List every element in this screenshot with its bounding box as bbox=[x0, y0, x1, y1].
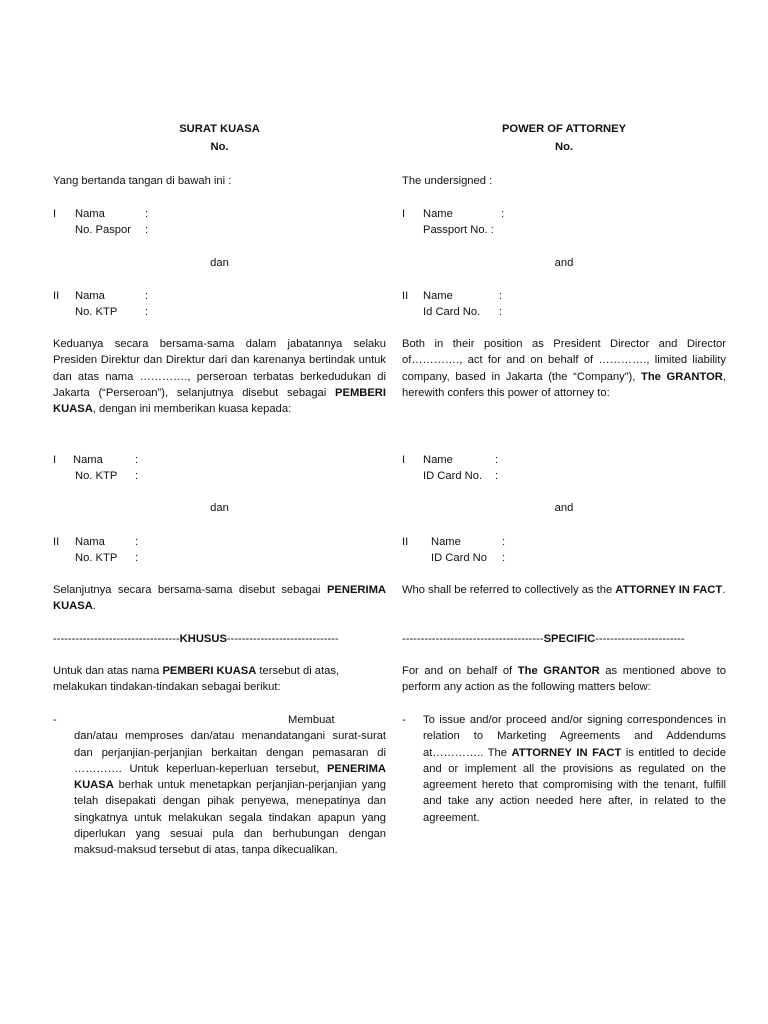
intro-en: The undersigned : bbox=[402, 175, 493, 187]
doc-number-id: No. bbox=[210, 141, 229, 153]
field-label: Nama bbox=[75, 536, 105, 548]
field-colon: : bbox=[135, 552, 139, 565]
party-1-id bbox=[53, 206, 386, 239]
authority-paragraph-id bbox=[53, 663, 386, 696]
connector-id: dan bbox=[210, 502, 229, 514]
doc-number-en: No. bbox=[554, 141, 574, 153]
paragraph-text: . bbox=[92, 600, 96, 613]
field-colon: : bbox=[499, 290, 503, 302]
field-colon: : bbox=[145, 224, 149, 237]
item-text: berhak untuk menetapkan perjanjian-perjanjian yang telah disepakati dengan pihak penyewa, menepatinya dan singkatnya untuk melakukan segala tindakan apapun yang diperlukan yang sesuai pula dan berhubungan dengan maksud-maksud tersebut di atas, tanpa dikecualikan. bbox=[74, 779, 386, 857]
paragraph-text: For and on behalf of bbox=[402, 665, 518, 677]
field-label: Name bbox=[423, 290, 453, 302]
field-colon: : bbox=[145, 208, 149, 220]
list-bullet: - bbox=[53, 714, 57, 726]
paragraph-text: tersebut di atas, melakukan tindakan-tindakan sebagai berikut: bbox=[53, 665, 340, 694]
roman-numeral: II bbox=[53, 290, 60, 302]
field-colon: : bbox=[501, 208, 505, 220]
connector-en: and bbox=[554, 502, 574, 514]
field-colon: : bbox=[502, 536, 506, 548]
field-label: Name bbox=[423, 208, 453, 220]
field-colon: : bbox=[499, 306, 503, 319]
doc-title-id: SURAT KUASA bbox=[179, 123, 260, 135]
section-divider-id bbox=[53, 631, 386, 647]
list-bullet: - bbox=[402, 714, 406, 726]
attorney-term: PENERIMA KUASA bbox=[74, 762, 386, 792]
intro-id: Yang bertanda tangan di bawah ini : bbox=[53, 175, 232, 187]
item-text: is entitled to decide and or implement all the provisions as regulated on the agreement hereto that compromising with the tenant, fulfill and take any action needed here after, in related to the agreement. bbox=[423, 746, 726, 824]
roman-numeral: II bbox=[402, 536, 409, 548]
field-colon: : bbox=[145, 306, 149, 319]
party-2-en bbox=[402, 288, 726, 321]
paragraph-text: as mentioned above to perform any action as the following matters below: bbox=[402, 665, 726, 694]
authority-item-en bbox=[402, 712, 726, 826]
roman-numeral: I bbox=[53, 208, 57, 220]
field-label: Id Card No. bbox=[423, 306, 481, 319]
section-divider-en bbox=[402, 631, 726, 647]
authority-item-id bbox=[53, 712, 386, 859]
party-4-id bbox=[53, 534, 386, 567]
party-4-en bbox=[402, 534, 726, 567]
grantor-paragraph-id bbox=[53, 336, 386, 417]
divider-dashes: -------------------------------------- bbox=[402, 633, 544, 645]
field-label: No. Paspor bbox=[75, 224, 131, 237]
grantor-term: The GRANTOR bbox=[640, 370, 723, 383]
party-2-id bbox=[53, 288, 386, 321]
section-heading: KHUSUS bbox=[179, 633, 227, 645]
attorney-term: PENERIMA KUASA bbox=[53, 584, 386, 613]
field-colon: : bbox=[502, 552, 506, 565]
paragraph-text: , herewith confers this power of attorney to: bbox=[402, 370, 726, 399]
roman-numeral: I bbox=[402, 208, 406, 220]
field-label: ID Card No. bbox=[423, 470, 483, 483]
field-colon: : bbox=[495, 470, 499, 483]
paragraph-text: Untuk dan atas nama bbox=[53, 665, 163, 677]
grantor-term: PEMBERI KUASA bbox=[53, 386, 386, 416]
field-colon: : bbox=[495, 454, 499, 466]
doc-title-en: POWER OF ATTORNEY bbox=[501, 123, 627, 135]
field-label: No. KTP bbox=[75, 470, 118, 483]
grantor-term: The GRANTOR bbox=[517, 665, 600, 677]
party-3-en bbox=[402, 452, 726, 485]
divider-dashes: ------------------------------ bbox=[226, 633, 339, 645]
roman-numeral: II bbox=[402, 290, 409, 302]
field-colon: : bbox=[135, 470, 139, 483]
paragraph-text: Selanjutnya secara bersama-sama disebut sebagai bbox=[53, 584, 327, 596]
party-1-en bbox=[402, 206, 726, 239]
field-label: Nama bbox=[73, 454, 103, 466]
grantor-term: PEMBERI KUASA bbox=[162, 665, 257, 677]
paragraph-text: Who shall be referred to collectively as the bbox=[402, 584, 616, 596]
field-colon: : bbox=[135, 536, 139, 548]
authority-paragraph-en bbox=[402, 663, 726, 696]
connector-en: and bbox=[554, 257, 574, 269]
paragraph-text: . bbox=[722, 584, 726, 596]
field-label: Nama bbox=[75, 290, 105, 302]
roman-numeral: I bbox=[402, 454, 406, 466]
paragraph-text: Keduanya secara bersama-sama dalam jabatannya selaku Presiden Direktur dan Direktur dari dan karenanya bertindak untuk dan atas nama …………., perseroan terbatas berkedudukan di Jakarta (“Perseroan”), selanjutnya disebut sebagai bbox=[53, 338, 386, 399]
section-heading: SPECIFIC bbox=[543, 633, 596, 645]
attorney-paragraph-id bbox=[53, 582, 386, 615]
attorney-paragraph-en bbox=[402, 582, 726, 598]
paragraph-text: , dengan ini memberikan kuasa kepada: bbox=[92, 403, 292, 416]
item-text: To issue and/or proceed and/or signing correspondences in relation to Marketing Agreements and Addendums at………….. The bbox=[423, 714, 726, 759]
divider-dashes: ------------------------ bbox=[595, 633, 685, 645]
field-label: Name bbox=[431, 536, 461, 548]
grantor-paragraph-en bbox=[402, 336, 726, 401]
attorney-term: ATTORNEY IN FACT bbox=[615, 584, 723, 596]
item-first-word: Membuat bbox=[288, 714, 335, 726]
roman-numeral: II bbox=[53, 536, 60, 548]
field-label: Nama bbox=[75, 208, 105, 220]
field-label: ID Card No bbox=[431, 552, 487, 565]
field-colon: : bbox=[145, 290, 149, 302]
field-label: Name bbox=[423, 454, 453, 466]
attorney-term: ATTORNEY IN FACT bbox=[511, 746, 622, 759]
connector-id: dan bbox=[210, 257, 229, 269]
party-3-id bbox=[53, 452, 386, 485]
field-colon: : bbox=[135, 454, 139, 466]
field-label: Passport No. : bbox=[423, 224, 494, 237]
roman-numeral: I bbox=[53, 454, 57, 466]
field-label: No. KTP bbox=[75, 306, 118, 319]
divider-dashes: ---------------------------------- bbox=[53, 633, 180, 645]
field-label: No. KTP bbox=[75, 552, 118, 565]
paragraph-text: Both in their position as President Director and Director of…………., act for and on behalf of …………., limited liability company, based in Jakarta (the “Company”), bbox=[402, 338, 726, 383]
item-text: dan/atau memproses dan/atau menandatangani surat-surat dan perjanjian-perjanjian berkaitan dengan pemasaran di …………. Untuk keperluan-keperluan tersebut, bbox=[74, 730, 386, 775]
